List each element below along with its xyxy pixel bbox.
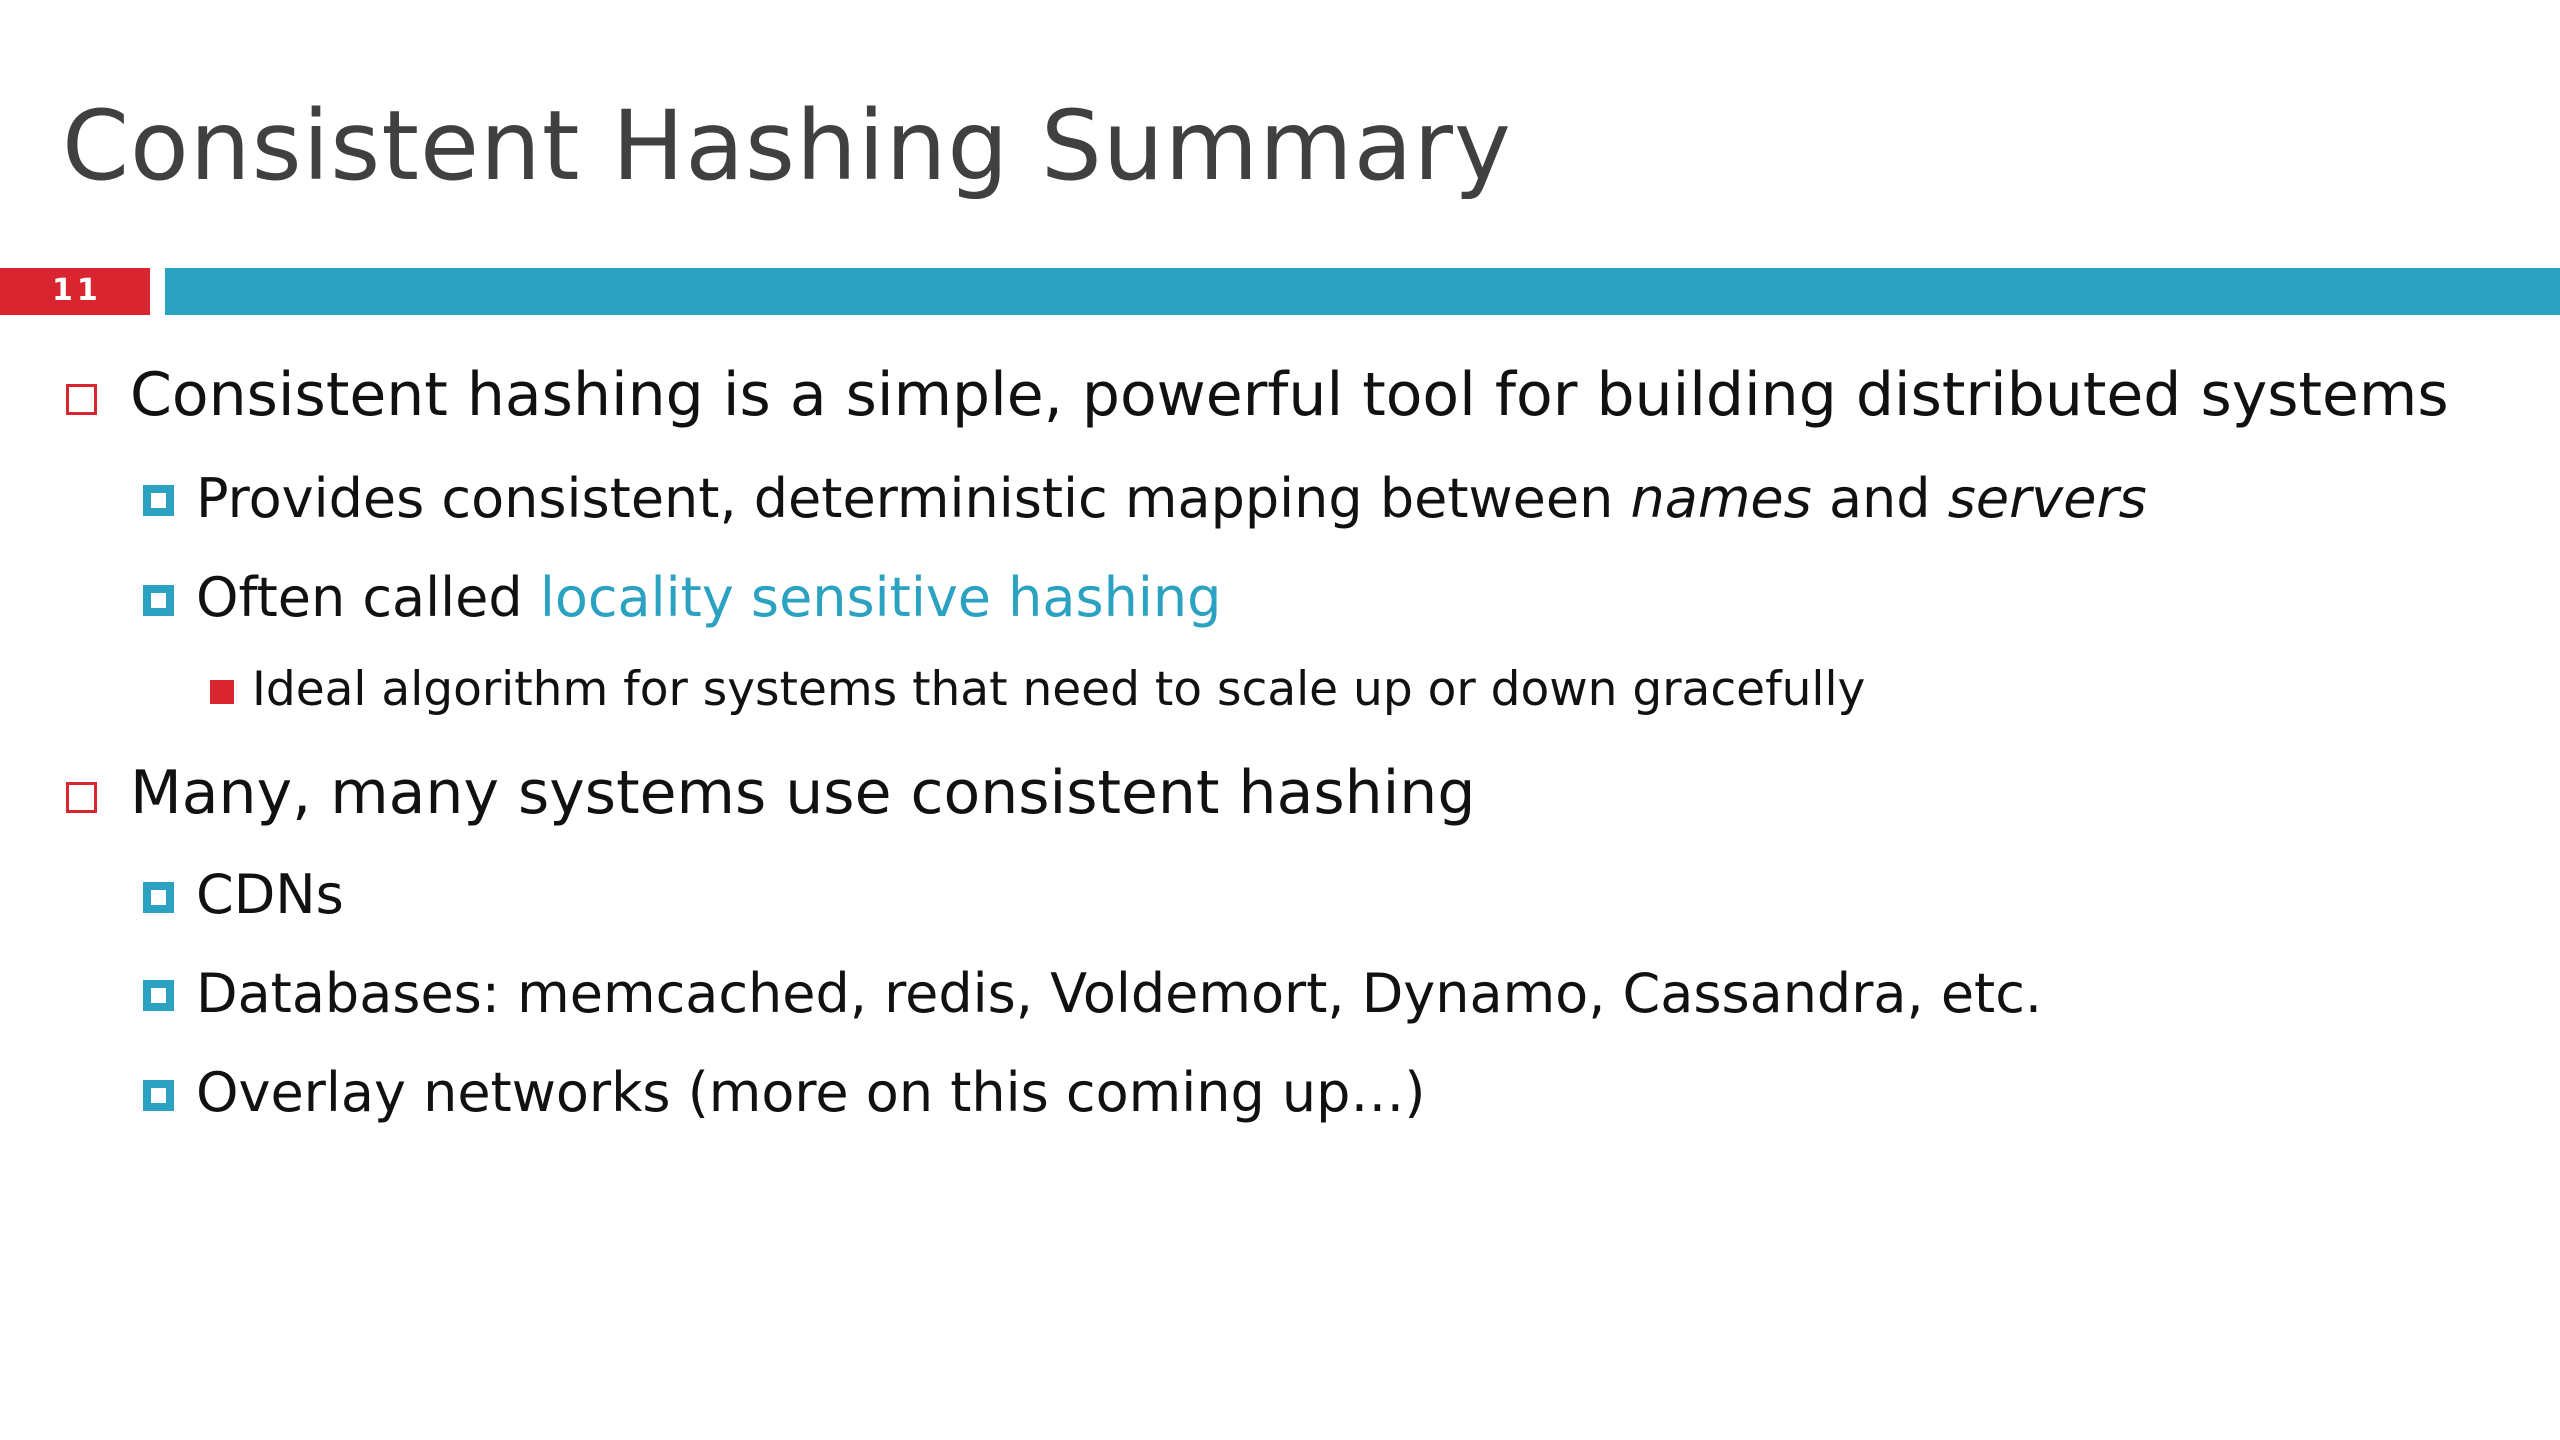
bullet-text-segment: and [1811,467,1948,530]
framed-square-bullet-icon [143,882,174,913]
bullet-emphasis-names: names [1630,467,1812,530]
slide-title: Consistent Hashing Summary [62,90,1512,202]
bullet-text-segment: Often called [196,566,540,629]
hollow-square-bullet-icon [66,384,97,415]
slide-number: 11 [52,273,102,308]
framed-square-bullet-icon [143,585,174,616]
bullet-provides-mapping [196,467,2147,530]
filled-square-bullet-icon [210,680,234,704]
bullet-emphasis-servers: servers [1947,467,2147,530]
bullet-ideal-algorithm: Ideal algorithm for systems that need to scale up or down gracefully [252,662,1866,717]
bullet-databases: Databases: memcached, redis, Voldemort, Dynamo, Cassandra, etc. [196,962,2043,1025]
hollow-square-bullet-icon [66,782,97,813]
bullet-overlay-networks: Overlay networks (more on this coming up…) [196,1061,1426,1124]
bullet-consistent-hashing-tool: Consistent hashing is a simple, powerful tool for building distributed systems [130,360,2449,430]
framed-square-bullet-icon [143,1080,174,1111]
bullet-text-segment: Provides consistent, deterministic mapping between [196,467,1631,530]
framed-square-bullet-icon [143,980,174,1011]
title-rule [165,268,2560,315]
bullet-cdns: CDNs [196,863,344,926]
bullet-often-called [196,566,1222,629]
bullet-many-systems: Many, many systems use consistent hashing [130,758,1476,828]
locality-sensitive-hashing-term: locality sensitive hashing [539,566,1222,629]
framed-square-bullet-icon [143,485,174,516]
